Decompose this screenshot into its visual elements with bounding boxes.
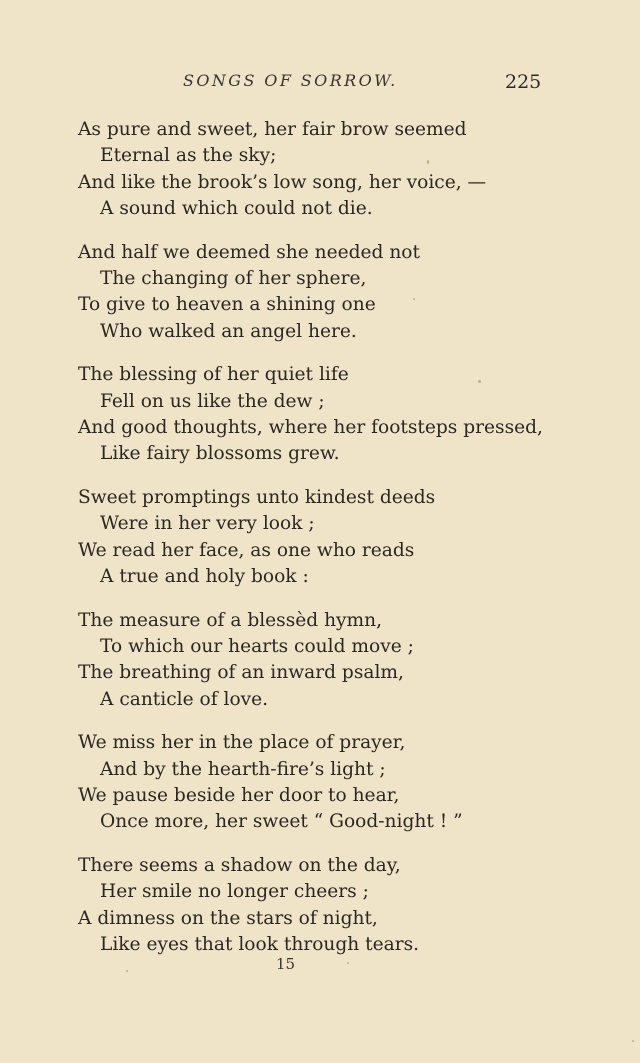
poem-line: We read her face, as one who reads (78, 539, 415, 561)
paper-speck (126, 970, 128, 972)
stanza-2 (78, 240, 598, 345)
poem-body (78, 117, 598, 976)
stanza-5 (78, 608, 598, 713)
poem-line: A canticle of love. (100, 688, 269, 710)
poem-line: The breathing of an inward psalm, (78, 662, 404, 684)
running-head (0, 71, 640, 95)
stanza-1 (78, 117, 598, 222)
poem-line: A sound which could not die. (100, 197, 373, 219)
poem-line: And like the brook’s low song, her voice, — (78, 171, 487, 193)
poem-line: To which our hearts could move ; (100, 636, 414, 658)
paper-speck (347, 962, 349, 964)
poem-line: The measure of a blessèd hymn, (78, 609, 383, 631)
poem-line: There seems a shadow on the day, (78, 855, 401, 877)
poem-line: And by the hearth-fire’s light ; (100, 758, 386, 780)
stanza-3 (78, 362, 598, 467)
page-number: 225 (505, 71, 542, 93)
poem-line: The blessing of her quiet life (78, 364, 349, 386)
paper-speck (632, 1040, 634, 1042)
poem-line: Like fairy blossoms grew. (100, 443, 340, 465)
paper-speck (478, 380, 481, 383)
poem-line: Once more, her sweet “ Good-night ! ” (100, 811, 463, 833)
stanza-4 (78, 485, 598, 590)
running-title: SONGS OF SORROW. (183, 71, 398, 90)
poem-line: To give to heaven a shining one (78, 294, 376, 316)
poem-line: And good thoughts, where her footsteps pressed, (78, 416, 543, 438)
poem-line: Fell on us like the dew ; (100, 390, 325, 412)
poem-line: A true and holy book : (100, 565, 309, 587)
poem-line: A dimness on the stars of night, (78, 907, 378, 929)
poem-line: Like eyes that look through tears. (100, 934, 420, 956)
poem-line: We pause beside her door to hear, (78, 785, 400, 807)
poem-line: We miss her in the place of prayer, (78, 732, 406, 754)
poem-line: The changing of her sphere, (100, 267, 367, 289)
paper-speck (413, 298, 415, 300)
paper-speck (427, 160, 429, 164)
stanza-7 (78, 853, 598, 958)
poem-line: Sweet promptings unto kindest deeds (78, 487, 436, 509)
poem-line: Were in her very look ; (100, 513, 315, 535)
poem-line: And half we deemed she needed not (78, 241, 420, 263)
poem-line: Who walked an angel here. (100, 320, 357, 342)
signature-mark: 15 (276, 955, 296, 973)
stanza-6 (78, 730, 598, 835)
poem-line: As pure and sweet, her fair brow seemed (78, 119, 467, 140)
poem-line: Eternal as the sky; (100, 145, 277, 167)
poem-line: Her smile no longer cheers ; (100, 881, 369, 903)
